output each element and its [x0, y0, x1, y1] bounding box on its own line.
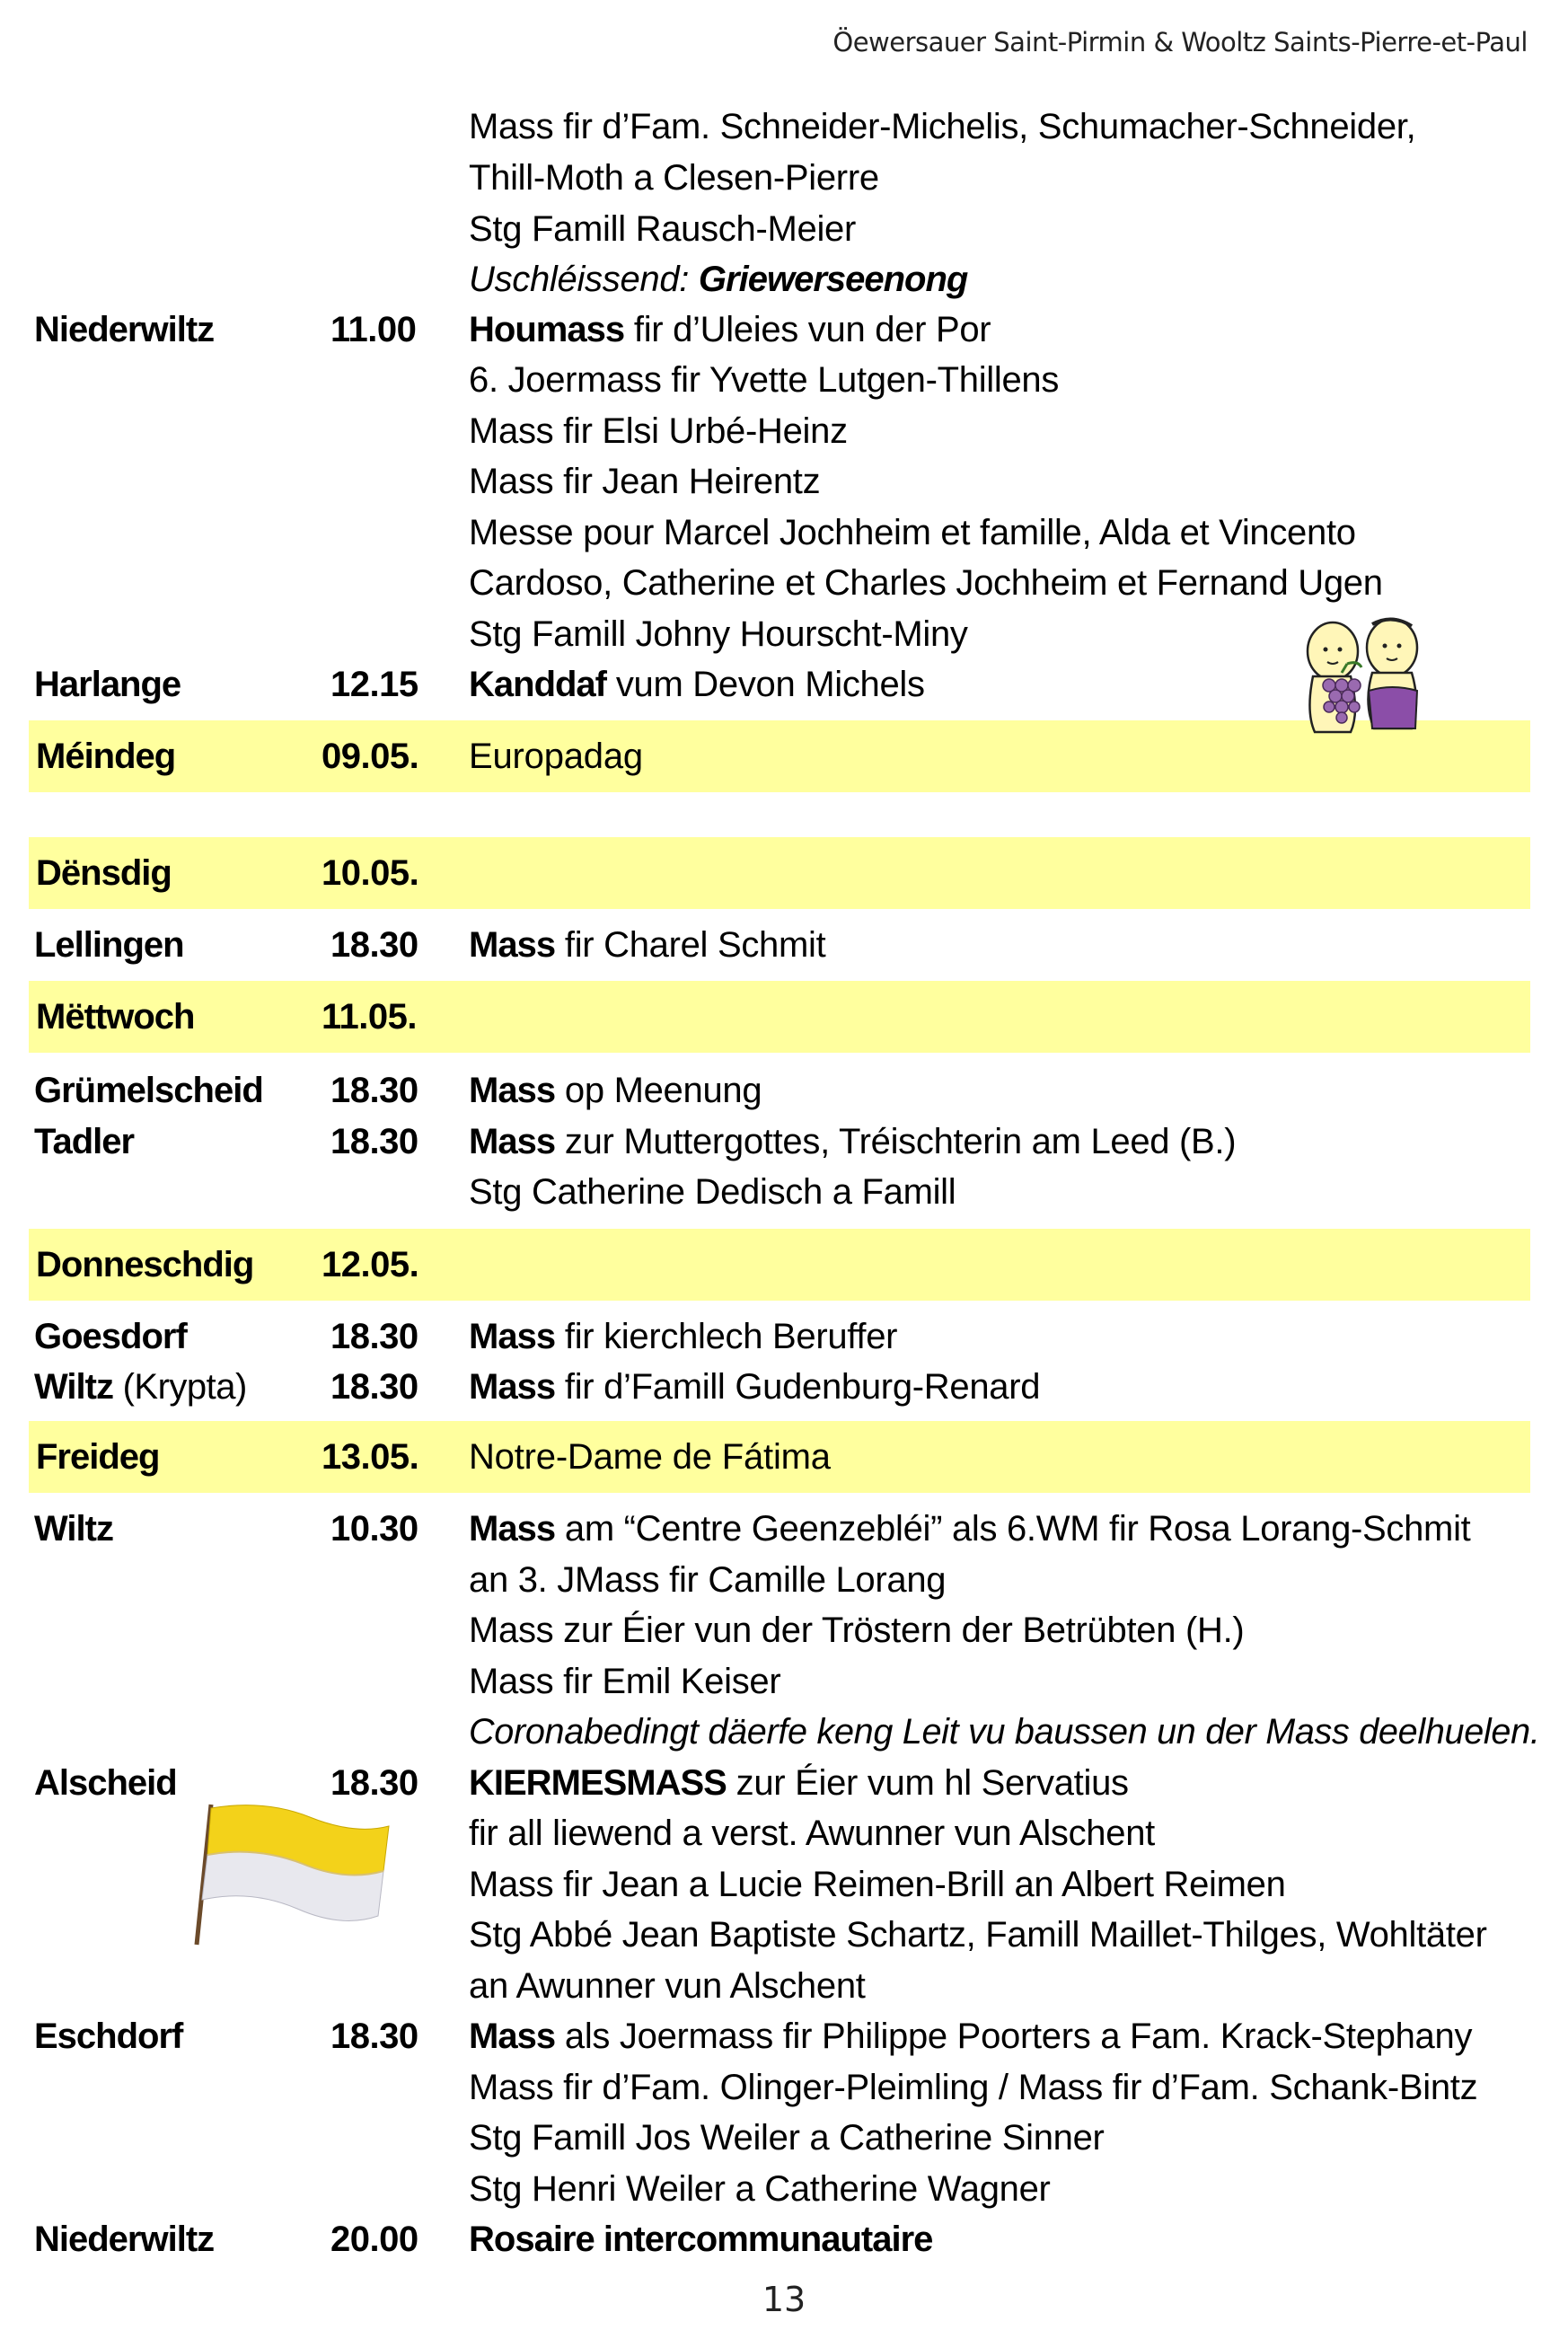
- place-name: Alscheid: [34, 1763, 177, 1803]
- mass-time: 18.30: [330, 925, 418, 965]
- place-name: Wiltz (Krypta): [34, 1367, 247, 1407]
- day-date: 13.05.: [322, 1437, 419, 1477]
- entry-line: Stg Catherine Dedisch a Famill: [469, 1172, 956, 1212]
- place-name: Goesdorf: [34, 1317, 187, 1356]
- mass-time: 18.30: [330, 2017, 418, 2056]
- day-date: 11.05.: [322, 997, 418, 1037]
- entry-line: an 3. JMass fir Camille Lorang: [469, 1560, 947, 1600]
- entry-line: Houmass fir d’Uleies vun der Por: [469, 310, 991, 349]
- mass-time: 18.30: [330, 1317, 418, 1356]
- entry-line: 6. Joermass fir Yvette Lutgen-Thillens: [469, 360, 1060, 400]
- mass-time: 12.15: [330, 665, 418, 704]
- entry-line: Cardoso, Catherine et Charles Jochheim et Fernand Ugen: [469, 563, 1383, 603]
- entry-note: Uschléissend: Griewerseenong: [469, 260, 968, 299]
- couple-grapes-illustration: [1295, 613, 1431, 739]
- day-band-densdig: [29, 837, 1530, 909]
- entry-line: KIERMESMASS zur Éier vum hl Servatius: [469, 1763, 1129, 1803]
- place-name: Eschdorf: [34, 2017, 183, 2056]
- day-name: Mëttwoch: [36, 997, 195, 1037]
- place-name: Tadler: [34, 1122, 135, 1161]
- entry-line: Mass op Meenung: [469, 1071, 762, 1110]
- day-name: Freideg: [36, 1437, 160, 1477]
- entry-line: Stg Famill Rausch-Meier: [469, 209, 856, 249]
- entry-line: Mass fir Elsi Urbé-Heinz: [469, 411, 848, 451]
- place-name: Harlange: [34, 665, 181, 704]
- day-name: Donneschdig: [36, 1245, 254, 1284]
- day-name: Dënsdig: [36, 853, 172, 893]
- page-number: 13: [762, 2280, 806, 2319]
- place-name: Niederwiltz: [34, 310, 215, 349]
- entry-line: Mass am “Centre Geenzebléi” als 6.WM fir Rosa Lorang-Schmit: [469, 1509, 1471, 1549]
- entry-line: an Awunner vun Alschent: [469, 1966, 866, 2006]
- entry-line: Kanddaf vum Devon Michels: [469, 665, 925, 704]
- place-name: Lellingen: [34, 925, 184, 965]
- entry-note: Coronabedingt däerfe keng Leit vu baussen un der Mass deelhuelen.: [469, 1712, 1540, 1752]
- day-date: 12.05.: [322, 1245, 419, 1284]
- entry-line: Thill-Moth a Clesen-Pierre: [469, 158, 879, 198]
- place-name: Niederwiltz: [34, 2220, 215, 2259]
- entry-line: Stg Famill Johny Hourscht-Miny: [469, 614, 968, 654]
- entry-line: Mass fir Charel Schmit: [469, 925, 826, 965]
- page-header: Öewersauer Saint-Pirmin & Wooltz Saints-Pierre-et-Paul: [832, 27, 1528, 57]
- place-name: Wiltz: [34, 1509, 113, 1549]
- entry-line: Mass fir d’Famill Gudenburg-Renard: [469, 1367, 1041, 1407]
- entry-line: Mass zur Muttergottes, Tréischterin am Leed (B.): [469, 1122, 1237, 1161]
- entry-line: Stg Henri Weiler a Catherine Wagner: [469, 2169, 1051, 2209]
- entry-line: Mass als Joermass fir Philippe Poorters a Fam. Krack-Stephany: [469, 2017, 1473, 2056]
- entry-line: Rosaire intercommunautaire: [469, 2220, 933, 2259]
- day-band-mettwoch: [29, 981, 1530, 1053]
- entry-line: Mass zur Éier vun der Tröstern der Betrübten (H.): [469, 1611, 1245, 1650]
- entry-line: Mass fir d’Fam. Schneider-Michelis, Schumacher-Schneider,: [469, 107, 1416, 146]
- mass-time: 18.30: [330, 1367, 418, 1407]
- entry-line: Mass fir Jean Heirentz: [469, 462, 821, 501]
- entry-line: Stg Abbé Jean Baptiste Schartz, Famill Maillet-Thilges, Wohltäter: [469, 1915, 1487, 1955]
- day-feast: Notre-Dame de Fátima: [469, 1437, 831, 1477]
- entry-line: Mass fir Emil Keiser: [469, 1662, 781, 1701]
- mass-time: 20.00: [330, 2220, 418, 2259]
- day-date: 09.05.: [322, 737, 419, 776]
- day-feast: Europadag: [469, 737, 643, 776]
- entry-line: Stg Famill Jos Weiler a Catherine Sinner: [469, 2118, 1105, 2158]
- day-name: Méindeg: [36, 737, 176, 776]
- day-band-donneschdig: [29, 1229, 1530, 1301]
- entry-line: Mass fir d’Fam. Olinger-Pleimling / Mass fir d’Fam. Schank-Bintz: [469, 2068, 1478, 2107]
- mass-time: 10.30: [330, 1509, 418, 1549]
- entry-line: Mass fir kierchlech Beruffer: [469, 1317, 898, 1356]
- day-date: 10.05.: [322, 853, 419, 893]
- papal-flag-illustration: [184, 1799, 400, 1952]
- entry-line: fir all liewend a verst. Awunner vun Alschent: [469, 1814, 1155, 1853]
- place-name: Grümelscheid: [34, 1071, 263, 1110]
- entry-line: Mass fir Jean a Lucie Reimen-Brill an Albert Reimen: [469, 1865, 1286, 1904]
- mass-time: 18.30: [330, 1071, 418, 1110]
- mass-time: 11.00: [330, 310, 417, 349]
- mass-time: 18.30: [330, 1763, 418, 1803]
- mass-time: 18.30: [330, 1122, 418, 1161]
- entry-line: Messe pour Marcel Jochheim et famille, Alda et Vincento: [469, 513, 1356, 552]
